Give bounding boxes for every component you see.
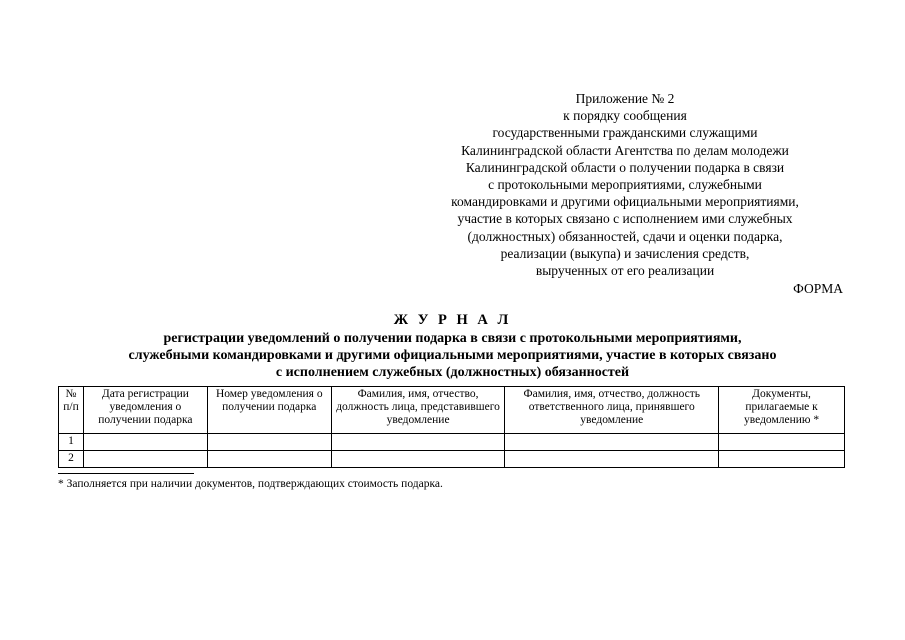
journal-subtitle-line: с исполнением служебных (должностных) обязанностей bbox=[275, 365, 630, 380]
register-table bbox=[58, 386, 845, 468]
journal-title: Ж У Р Н А Л bbox=[393, 312, 512, 328]
table-cell: 1 bbox=[59, 434, 84, 451]
column-header-notice-number: Номер уведомления о получении подарка bbox=[207, 387, 331, 434]
table-cell bbox=[719, 451, 845, 468]
table-cell bbox=[331, 434, 505, 451]
column-header-submitter: Фамилия, имя, отчество, должность лица, представившего уведомление bbox=[331, 387, 505, 434]
table-cell: 2 bbox=[59, 451, 84, 468]
footnote-divider bbox=[58, 473, 194, 474]
appendix-line: реализации (выкупа) и зачисления средств, bbox=[500, 245, 750, 261]
table-cell bbox=[207, 451, 331, 468]
appendix-line: государственными гражданскими служащими bbox=[492, 125, 758, 141]
appendix-line: (должностных) обязанностей, сдачи и оценки подарка, bbox=[467, 228, 783, 244]
table-cell bbox=[83, 434, 207, 451]
table-row bbox=[59, 434, 845, 451]
table-cell bbox=[331, 451, 505, 468]
table-cell bbox=[719, 434, 845, 451]
table-cell bbox=[505, 451, 719, 468]
column-header-receiver: Фамилия, имя, отчество, должность ответственного лица, принявшего уведомление bbox=[505, 387, 719, 434]
column-header-number: № п/п bbox=[59, 387, 84, 434]
table-cell bbox=[505, 434, 719, 451]
table-header-row bbox=[59, 387, 845, 434]
table-cell bbox=[83, 451, 207, 468]
appendix-line: Калининградской области о получении подарка в связи bbox=[465, 159, 785, 175]
footnote: * Заполняется при наличии документов, подтверждающих стоимость подарка. bbox=[58, 478, 443, 490]
table-cell bbox=[207, 434, 331, 451]
column-header-documents: Документы, прилагаемые к уведомлению * bbox=[719, 387, 845, 434]
appendix-line: вырученных от его реализации bbox=[535, 263, 715, 279]
forma-label: ФОРМА bbox=[793, 281, 843, 296]
appendix-line: Приложение № 2 bbox=[575, 91, 675, 106]
table-row bbox=[59, 451, 845, 468]
journal-subtitle-line: служебными командировками и другими официальными мероприятиями, участие в которых связано bbox=[128, 348, 777, 363]
appendix-line: участие в которых связано с исполнением ими служебных bbox=[457, 211, 793, 227]
journal-title-block bbox=[60, 312, 845, 381]
appendix-line: командировками и другими официальными мероприятиями, bbox=[451, 194, 799, 210]
appendix-line: с протокольными мероприятиями, служебными bbox=[488, 177, 762, 193]
appendix-line: к порядку сообщения bbox=[563, 108, 687, 124]
journal-subtitle-line: регистрации уведомлений о получении подарка в связи с протокольными мероприятиями, bbox=[163, 331, 742, 346]
column-header-registration-date: Дата регистрации уведомления о получении подарка bbox=[83, 387, 207, 434]
appendix-line: Калининградской области Агентства по делам молодежи bbox=[461, 142, 789, 158]
appendix-heading bbox=[425, 90, 825, 279]
